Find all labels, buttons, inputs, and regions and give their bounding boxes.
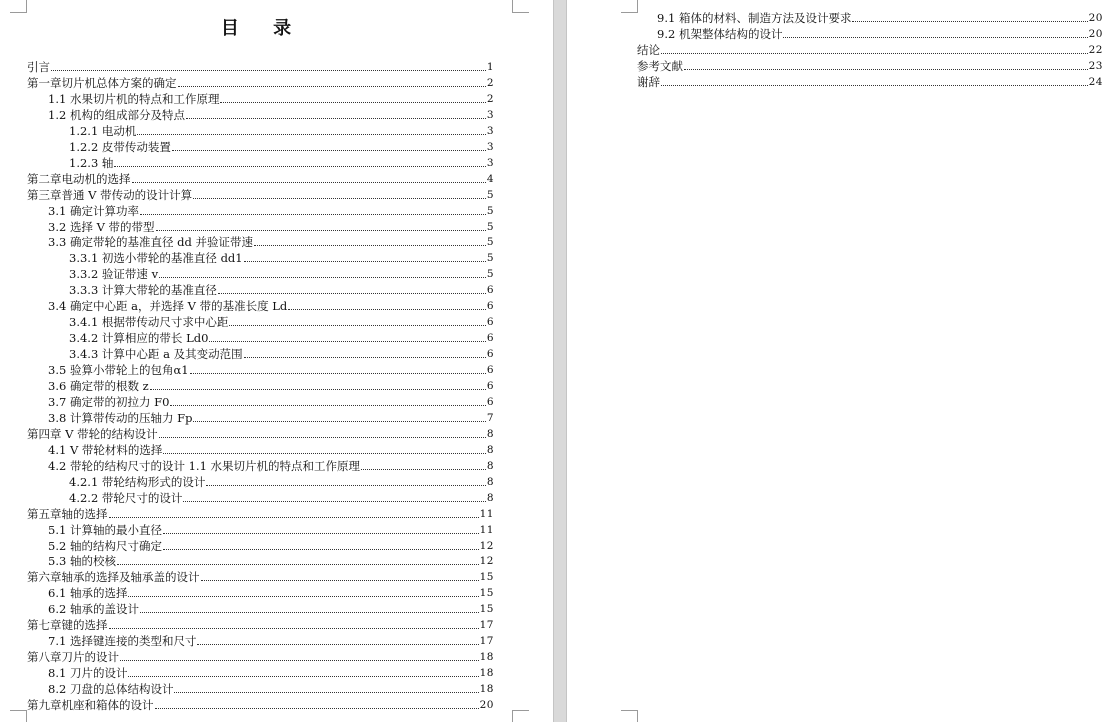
toc-entry-page-number: 3 xyxy=(486,156,494,169)
toc-entry[interactable] xyxy=(657,9,1103,25)
toc-entry-page-number: 20 xyxy=(1088,28,1103,40)
toc-entry-page-number: 6 xyxy=(486,364,494,377)
toc-dot-leader xyxy=(163,533,479,534)
toc-entry[interactable] xyxy=(48,457,494,473)
toc-entry-page-number: 15 xyxy=(479,603,494,616)
toc-entry-title: 3.6 确定带的根数 z xyxy=(48,379,149,393)
toc-entry-title: 3.4 确定中心距 a，并选择 V 带的基准长度 Ld xyxy=(48,299,288,314)
toc-entry-page-number: 5 xyxy=(486,220,494,233)
toc-dot-leader xyxy=(163,549,479,550)
toc-entry-title: 6.2 轴承的盖设计 xyxy=(48,602,139,617)
toc-dot-leader xyxy=(159,277,486,278)
toc-entry-page-number: 11 xyxy=(479,523,494,536)
toc-entry-page-number: 15 xyxy=(479,587,494,600)
toc-dot-leader xyxy=(229,325,485,326)
toc-entry-title: 4.1 V 带轮材料的选择 xyxy=(48,442,163,457)
toc-dot-leader xyxy=(190,373,486,374)
toc-dot-leader xyxy=(140,612,479,613)
toc-dot-leader xyxy=(197,644,478,645)
toc-entry[interactable] xyxy=(48,584,494,600)
toc-dot-leader xyxy=(170,405,485,406)
toc-entry[interactable] xyxy=(48,297,494,313)
toc-entry-title: 3.7 确定带的初拉力 F0 xyxy=(48,394,170,409)
toc-entry-page-number: 8 xyxy=(486,475,494,488)
toc-entry[interactable] xyxy=(69,489,494,505)
crop-mark xyxy=(621,0,638,13)
toc-dot-leader xyxy=(661,85,1088,86)
toc-dot-leader xyxy=(114,166,485,167)
toc-entry-page-number: 5 xyxy=(486,204,494,217)
toc-dot-leader xyxy=(193,198,486,199)
crop-mark xyxy=(512,0,529,13)
toc-dot-leader xyxy=(661,53,1088,54)
toc-entry-title: 引言 xyxy=(27,60,50,74)
toc-entry-title: 第二章电动机的选择 xyxy=(27,171,131,186)
toc-dot-leader xyxy=(288,309,486,310)
toc-entry-title: 1.2.1 电动机 xyxy=(69,123,137,138)
toc-entry-title: 9.1 箱体的材料、制造方法及设计要求 xyxy=(657,11,852,25)
toc-dot-leader xyxy=(361,469,486,470)
toc-entry-page-number: 8 xyxy=(486,443,494,456)
toc-entry[interactable] xyxy=(27,186,494,202)
toc-entry[interactable] xyxy=(48,632,494,648)
toc-entry[interactable] xyxy=(69,281,494,297)
toc-entry-title: 第一章切片机总体方案的确定 xyxy=(27,75,177,90)
toc-dot-leader xyxy=(209,341,485,342)
toc-entry[interactable] xyxy=(48,361,494,377)
toc-title: 目 录 xyxy=(220,18,306,39)
toc-entry-page-number: 5 xyxy=(486,236,494,249)
crop-mark xyxy=(10,0,27,13)
toc-entry[interactable] xyxy=(48,377,494,393)
toc-dot-leader xyxy=(684,69,1088,70)
toc-entry[interactable] xyxy=(48,233,494,249)
document-page-right xyxy=(567,0,1114,722)
toc-entry-title: 3.2 选择 V 带的带型 xyxy=(48,219,155,234)
toc-entry[interactable] xyxy=(69,122,494,138)
toc-entry-title: 参考文献 xyxy=(637,59,683,73)
toc-entry-title: 3.3 确定带轮的基准直径 dd 并验证带速 xyxy=(48,235,253,250)
toc-entry-title: 5.1 计算轴的最小直径 xyxy=(48,522,162,537)
toc-dot-leader xyxy=(254,245,486,246)
toc-entry[interactable] xyxy=(69,249,494,265)
toc-entry-title: 谢辞 xyxy=(637,75,660,89)
toc-entry-title: 1.2.3 轴 xyxy=(69,155,114,170)
toc-dot-leader xyxy=(163,453,485,454)
toc-entry[interactable] xyxy=(48,600,494,616)
toc-entry-title: 8.1 刀片的设计 xyxy=(48,666,128,681)
toc-entry-title: 结论 xyxy=(637,43,660,57)
toc-dot-leader xyxy=(159,437,486,438)
toc-entry-page-number: 2 xyxy=(486,92,494,105)
toc-dot-leader xyxy=(186,118,486,119)
toc-dot-leader xyxy=(109,517,479,518)
toc-dot-leader xyxy=(172,150,486,151)
toc-entry[interactable] xyxy=(48,409,494,425)
toc-entry-page-number: 15 xyxy=(479,571,494,584)
toc-entry-page-number: 23 xyxy=(1088,60,1103,72)
toc-entry-title: 1.2 机构的组成部分及特点 xyxy=(48,107,185,122)
toc-entry[interactable] xyxy=(27,696,494,712)
toc-dot-leader xyxy=(201,580,479,581)
toc-dot-leader xyxy=(174,692,478,693)
toc-dot-leader xyxy=(137,134,485,135)
toc-entry-title: 4.2.2 带轮尺寸的设计 xyxy=(69,490,183,505)
toc-dot-leader xyxy=(178,86,486,87)
toc-entry-title: 5.2 轴的结构尺寸确定 xyxy=(48,538,162,553)
toc-dot-leader xyxy=(51,70,486,71)
toc-entry-title: 4.2 带轮的结构尺寸的设计 1.1 水果切片机的特点和工作原理 xyxy=(48,458,361,473)
toc-entry[interactable] xyxy=(69,138,494,154)
toc-entry[interactable] xyxy=(48,90,494,106)
toc-entry-page-number: 6 xyxy=(486,300,494,313)
toc-entry[interactable] xyxy=(69,329,494,345)
toc-dot-leader xyxy=(120,660,479,661)
page-gutter xyxy=(553,0,567,722)
crop-mark xyxy=(512,710,529,722)
toc-dot-leader xyxy=(155,708,479,709)
toc-entry[interactable] xyxy=(48,664,494,680)
toc-entry-page-number: 3 xyxy=(486,140,494,153)
toc-entry-page-number: 5 xyxy=(486,252,494,265)
toc-entry-title: 3.4.3 计算中心距 a 及其变动范围 xyxy=(69,347,243,362)
toc-entry[interactable] xyxy=(69,154,494,170)
toc-dot-leader xyxy=(150,389,486,390)
toc-entry-page-number: 8 xyxy=(486,459,494,472)
toc-entry-page-number: 22 xyxy=(1088,44,1103,56)
toc-entry-title: 9.2 机架整体结构的设计 xyxy=(657,27,783,41)
toc-dot-leader xyxy=(183,501,485,502)
toc-entry[interactable] xyxy=(27,58,494,74)
toc-entry-page-number: 6 xyxy=(486,316,494,329)
toc-entry-title: 第九章机座和箱体的设计 xyxy=(27,698,154,712)
toc-entry[interactable] xyxy=(69,265,494,281)
toc-entry-title: 第八章刀片的设计 xyxy=(27,650,119,665)
toc-entry-title: 3.3.1 初选小带轮的基准直径 dd1 xyxy=(69,251,243,266)
toc-entry-title: 8.2 刀盘的总体结构设计 xyxy=(48,682,174,697)
toc-dot-leader xyxy=(218,293,486,294)
document-page-left xyxy=(0,0,553,722)
toc-entry-page-number: 18 xyxy=(479,651,494,664)
toc-entry-page-number: 6 xyxy=(486,348,494,361)
toc-entry[interactable] xyxy=(27,505,494,521)
toc-entry-title: 第六章轴承的选择及轴承盖的设计 xyxy=(27,570,200,585)
toc-entry[interactable] xyxy=(69,345,494,361)
toc-entry-title: 4.2.1 带轮结构形式的设计 xyxy=(69,474,206,489)
toc-dot-leader xyxy=(140,214,486,215)
toc-entry-page-number: 6 xyxy=(486,332,494,345)
toc-entry-page-number: 7 xyxy=(486,411,494,424)
toc-dot-leader xyxy=(783,37,1087,38)
toc-entry-page-number: 18 xyxy=(479,683,494,696)
toc-dot-leader xyxy=(117,564,479,565)
toc-entry[interactable] xyxy=(27,425,494,441)
toc-entry-title: 6.1 轴承的选择 xyxy=(48,586,128,601)
toc-entry-title: 第四章 V 带轮的结构设计 xyxy=(27,426,158,441)
toc-entry-title: 3.1 确定计算功率 xyxy=(48,203,139,218)
toc-entry[interactable] xyxy=(48,393,494,409)
toc-entry-page-number: 6 xyxy=(486,380,494,392)
toc-entry[interactable] xyxy=(637,57,1103,73)
toc-dot-leader xyxy=(193,421,485,422)
toc-entry[interactable] xyxy=(27,568,494,584)
toc-entry-page-number: 6 xyxy=(486,395,494,408)
toc-entry-page-number: 12 xyxy=(479,539,494,552)
toc-entry-page-number: 6 xyxy=(486,284,494,297)
toc-entry[interactable] xyxy=(27,648,494,664)
toc-dot-leader xyxy=(156,230,486,231)
toc-entry-title: 1.2.2 皮带传动装置 xyxy=(69,139,171,154)
toc-dot-leader xyxy=(128,596,478,597)
toc-entry-page-number: 12 xyxy=(479,555,494,568)
toc-entry-title: 第三章普通 V 带传动的设计计算 xyxy=(27,187,193,202)
toc-entry-page-number: 20 xyxy=(1088,12,1103,24)
toc-entry[interactable] xyxy=(48,521,494,537)
toc-entry[interactable] xyxy=(48,441,494,457)
toc-entry[interactable] xyxy=(27,616,494,632)
toc-entry[interactable] xyxy=(48,218,494,234)
crop-mark xyxy=(10,710,27,722)
toc-entry[interactable] xyxy=(69,313,494,329)
toc-entry-title: 5.3 轴的校核 xyxy=(48,554,116,569)
toc-entry-title: 第七章键的选择 xyxy=(27,618,108,633)
toc-dot-leader xyxy=(206,485,485,486)
toc-entry-title: 3.3.2 验证带速 v xyxy=(69,267,159,282)
toc-dot-leader xyxy=(852,21,1087,22)
toc-entry[interactable] xyxy=(48,106,494,122)
toc-dot-leader xyxy=(244,261,486,262)
toc-entry-page-number: 17 xyxy=(479,635,494,648)
toc-entry-page-number: 1 xyxy=(486,61,494,73)
toc-entry[interactable] xyxy=(657,25,1103,41)
toc-entry[interactable] xyxy=(48,537,494,553)
toc-entry-page-number: 3 xyxy=(486,124,494,137)
toc-entry-title: 3.3.3 计算大带轮的基准直径 xyxy=(69,283,217,298)
toc-entry-page-number: 20 xyxy=(479,699,494,711)
toc-entry[interactable] xyxy=(48,552,494,568)
toc-entry-title: 第五章轴的选择 xyxy=(27,506,108,521)
toc-entry-title: 3.4.1 根据带传动尺寸求中心距 xyxy=(69,315,229,330)
toc-entry[interactable] xyxy=(27,170,494,186)
toc-entry-title: 3.8 计算带传动的压轴力 Fp xyxy=(48,410,193,425)
toc-entry[interactable] xyxy=(48,680,494,696)
toc-entry[interactable] xyxy=(69,473,494,489)
toc-entry-page-number: 17 xyxy=(479,619,494,632)
toc-entry-page-number: 2 xyxy=(486,76,494,89)
toc-entry-page-number: 5 xyxy=(486,188,494,201)
toc-dot-leader xyxy=(132,182,486,183)
toc-entry-page-number: 3 xyxy=(486,108,494,121)
toc-dot-leader xyxy=(128,676,478,677)
toc-entry[interactable] xyxy=(27,74,494,90)
toc-entry-title: 3.4.2 计算相应的带长 Ld0 xyxy=(69,331,209,346)
toc-entry-page-number: 18 xyxy=(479,667,494,680)
toc-entry[interactable] xyxy=(48,202,494,218)
toc-entry-page-number: 11 xyxy=(479,507,494,520)
toc-entry[interactable] xyxy=(637,41,1103,57)
toc-entry-page-number: 8 xyxy=(486,491,494,504)
toc-entry-page-number: 8 xyxy=(486,427,494,440)
toc-dot-leader xyxy=(244,357,486,358)
toc-dot-leader xyxy=(109,628,479,629)
toc-entry-page-number: 5 xyxy=(486,268,494,281)
toc-entry-title: 3.5 验算小带轮上的包角α1 xyxy=(48,363,189,378)
toc-dot-leader xyxy=(220,102,485,103)
toc-entry-title: 7.1 选择键连接的类型和尺寸 xyxy=(48,634,197,649)
toc-entry-page-number: 4 xyxy=(486,172,494,185)
toc-entry-title: 1.1 水果切片机的特点和工作原理 xyxy=(48,91,220,106)
toc-entry[interactable] xyxy=(637,73,1103,89)
crop-mark xyxy=(621,710,638,722)
toc-entry-page-number: 24 xyxy=(1088,76,1103,88)
